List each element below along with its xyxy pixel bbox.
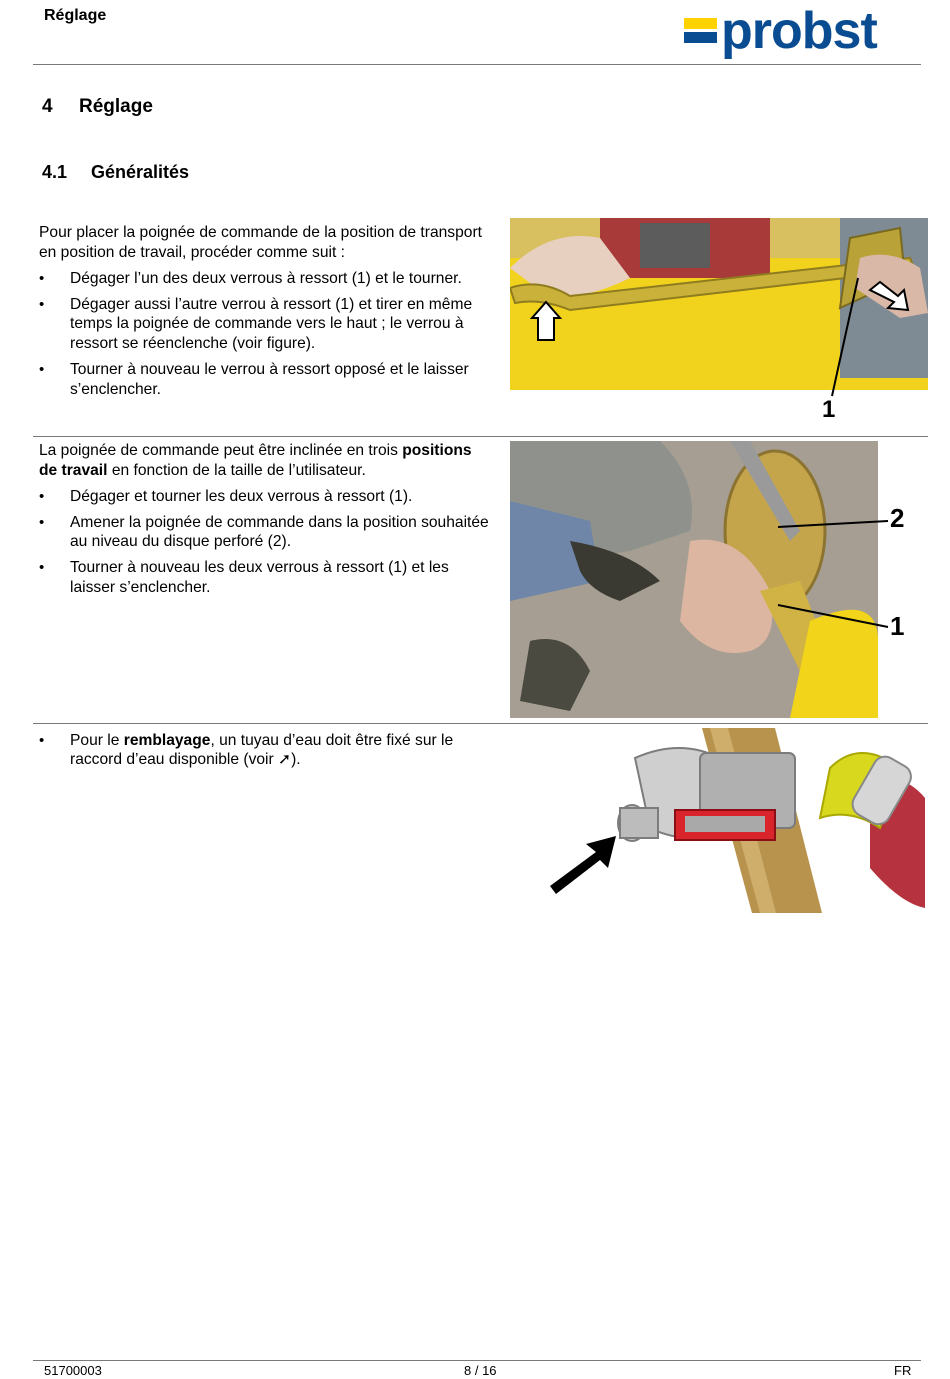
list-item: • Dégager l’un des deux verrous à ressort (1) et le tourner.: [39, 269, 494, 289]
logo-graphic: [684, 8, 916, 60]
list-item: • Tourner à nouveau le verrou à ressort opposé et le laisser s’enclencher.: [39, 360, 494, 399]
figure-handle-transport: [510, 218, 928, 430]
bullet-text: ).: [291, 751, 301, 769]
photo-handle-transport: [510, 218, 928, 430]
block2-text: [39, 441, 494, 598]
bullet-text: , un tuyau d’eau doit être fixé sur le raccord d’eau disponible (voir: [70, 731, 454, 769]
block1-text: [39, 223, 494, 399]
photo-perforated-disc: [510, 441, 928, 718]
figure-callout-1: 1: [890, 611, 905, 641]
chapter-heading: [42, 96, 153, 118]
list-item: • Amener la poignée de commande dans la position souhaitée au niveau du disque perforé (2).: [39, 513, 494, 552]
list-item: • Dégager aussi l’autre verrou à ressort (1) et tirer en même temps la poignée de commande vers le haut ; le verrou à ressort se réenclenche (voir figure).: [39, 295, 494, 354]
logo-text: probst: [721, 8, 877, 60]
header-title: Réglage: [44, 7, 107, 24]
footer-rule: [33, 1360, 921, 1361]
block1-intro: Pour placer la poignée de commande de la position de transport en position de travail, procéder comme suit :: [39, 224, 482, 261]
intro-text: en fonction de la taille de l’utilisateur.: [107, 461, 366, 479]
list-item: • Tourner à nouveau les deux verrous à ressort (1) et les laisser s’enclencher.: [39, 558, 494, 597]
block1-bullets: [39, 269, 494, 400]
block3-text: [39, 724, 499, 770]
list-item: • Dégager et tourner les deux verrous à ressort (1).: [39, 487, 494, 507]
chapter-title: Réglage: [79, 96, 153, 117]
bullet-text: Pour le: [70, 731, 124, 749]
section-number: 4.1: [42, 162, 68, 182]
footer-page-number: 8 / 16: [464, 1363, 497, 1378]
chapter-number: 4: [42, 96, 53, 117]
figure-perforated-disc: [510, 441, 928, 718]
illustration-water-connection: [540, 728, 925, 913]
section-divider: [33, 436, 928, 437]
figure-callout-2: 2: [890, 503, 905, 533]
section-title: Généralités: [91, 162, 190, 182]
intro-text: La poignée de commande peut être inclinée en trois: [39, 442, 403, 459]
figure-water-connection: [540, 728, 925, 913]
block2-intro: [39, 441, 494, 480]
footer-language: FR: [894, 1363, 912, 1378]
figure-callout-1: 1: [822, 396, 836, 423]
bullet-bold-text: remblayage: [123, 731, 211, 749]
block3-bullets: [39, 731, 499, 770]
block2-bullets: [39, 487, 494, 598]
intro-bold-text: positions de travail: [39, 442, 472, 479]
footer-doc-number: 51700003: [44, 1363, 102, 1378]
section-heading: [42, 162, 189, 183]
list-item: [39, 731, 499, 770]
probst-logo: [684, 8, 916, 60]
header-rule: [33, 64, 921, 65]
arrow-icon: ➚: [278, 751, 292, 769]
